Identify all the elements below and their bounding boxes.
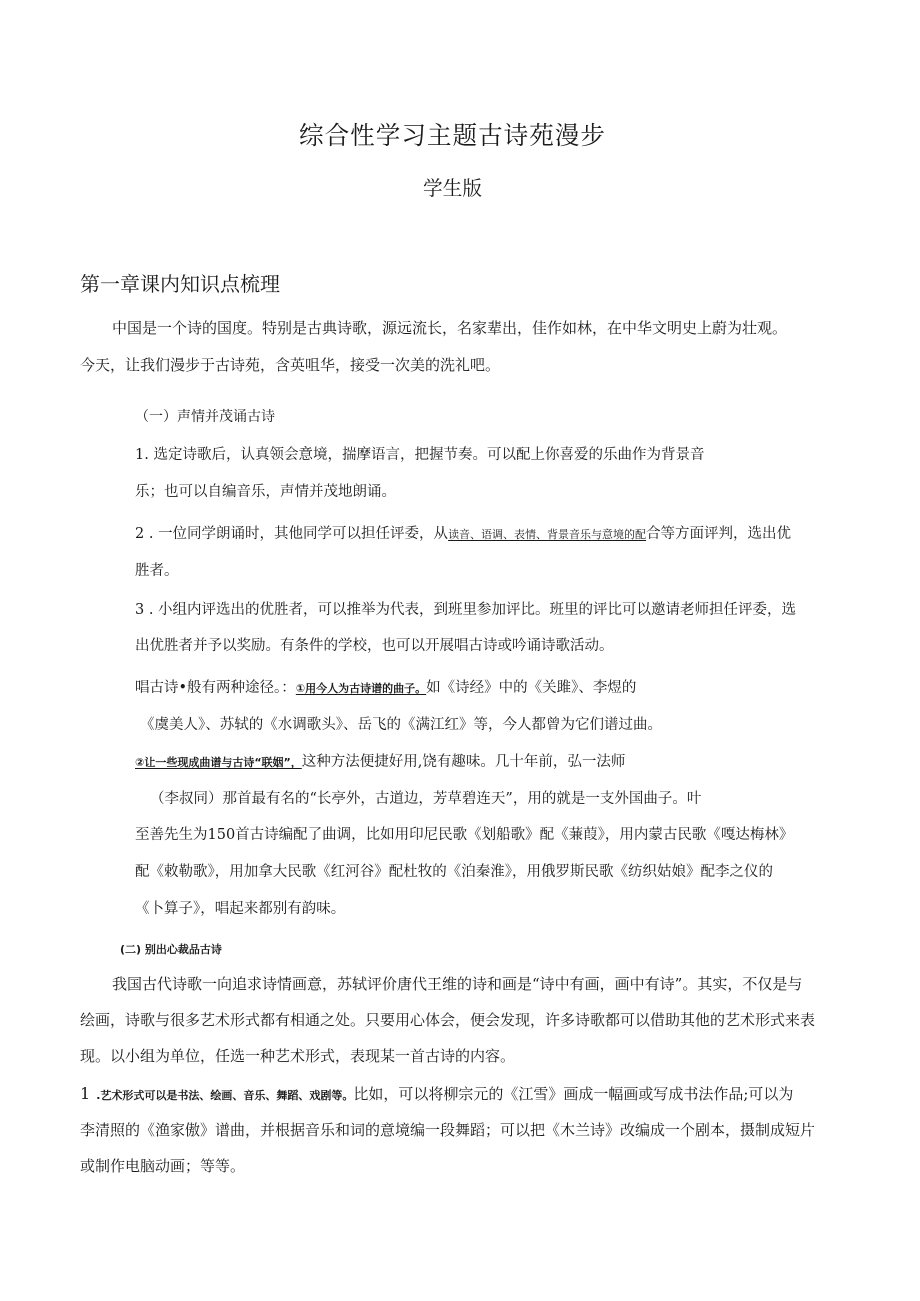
section2-item1-line1: [80, 1083, 793, 1104]
sing-method-1-detail: 如《诗经》中的《关雎》、李煜的: [426, 680, 637, 696]
sing-line-4: （李叔同）那首最有名的“长亭外，古道边，芳草碧连天”，用的就是一支外国曲子。叶: [150, 791, 702, 807]
section1-item1-line2: 乐；也可以自编音乐，声情并茂地朗诵。: [135, 484, 396, 500]
section1-item2-line2: 胜者。: [135, 563, 179, 579]
sing-line-6: 配《敕勒歌》，用加拿大民歌《红河谷》配杜牧的《泊秦淮》，用俄罗斯民歌《纺织姑娘》配李之仪的: [135, 864, 773, 880]
sing-line-7: 《卜算子》，唱起来都别有韵味。: [135, 901, 346, 917]
sing-line-3: [135, 750, 625, 771]
section1-item1-line1: 1. 选定诗歌后，认真领会意境，揣摩语言，把握节奏。可以配上你喜爱的乐曲作为背景音: [135, 447, 705, 463]
section2-para-line-1: 我国古代诗歌一向追求诗情画意，苏轼评价唐代王维的诗和画是“诗中有画，画中有诗”。其实，不仅是与: [112, 975, 803, 993]
section2-item1-examples: 比如，可以将柳宗元的《江雪》画成一幅画或写成书法作品;可以为: [353, 1085, 794, 1103]
sing-method-2-detail: 这种方法便捷好用,饶有趣味。几十年前，弘一法师: [301, 754, 626, 770]
section1-item3-line1: 3 . 小组内评选出的优胜者，可以推举为代表，到班里参加评比。班里的评比可以邀请老师担任评委，选: [135, 602, 797, 618]
sing-method-2: ②让一些现成曲谱与古诗“联姻”，: [135, 756, 302, 769]
section2-item1-line3: 或制作电脑动画；等等。: [80, 1157, 246, 1175]
sing-line-1: [135, 676, 636, 697]
section2-heading: (二) 别出心裁品古诗: [120, 943, 222, 956]
section1-item2-text-post: 合等方面评判，选出优: [646, 526, 792, 542]
section1-item2-line1: [135, 522, 791, 543]
chapter-heading: 第一章课内知识点梳理: [80, 272, 280, 296]
sing-intro: 唱古诗•般有两种途径。：: [135, 680, 296, 696]
sing-line-5: 至善先生为150首古诗编配了曲调，比如用印尼民歌《划船歌》配《蒹葭》，用内蒙古民歌《嘎达梅林》: [135, 827, 794, 843]
section1-item3-line2: 出优胜者并予以奖励。有条件的学校，也可以开展唱古诗或吟诵诗歌活动。: [135, 638, 614, 654]
document-subtitle: 学生版: [422, 176, 483, 200]
section1-item2-text-pre: 一位同学朗诵时，其他同学可以担任评委，从: [158, 526, 449, 542]
section1-item2-underlined-criteria: 读音、语调、表情、背景音乐与意境的配: [448, 528, 647, 541]
sing-method-1: ①用今人为古诗谱的曲子。: [295, 682, 427, 695]
section1-item2-number: 2 .: [135, 526, 159, 542]
section2-item1-line2: 李清照的《渔家傲》谱曲，并根据音乐和词的意境编一段舞蹈；可以把《木兰诗》改编成一个剧本，摄制成短片: [80, 1121, 816, 1139]
section2-item1-art-forms: .艺术形式可以是书法、绘画、音乐、舞蹈、戏剧等。: [96, 1089, 354, 1102]
intro-line-1: 中国是一个诗的国度。特别是古典诗歌，源远流长，名家辈出，佳作如林，在中华文明史上蔚为壮观。: [112, 319, 788, 337]
section2-para-line-3: 现。以小组为单位，任选一种艺术形式，表现某一首古诗的内容。: [80, 1047, 516, 1065]
sing-line-2: 《虞美人》、苏轼的《水调歌头》、岳飞的《满江红》等，今人都曾为它们谱过曲。: [140, 717, 662, 733]
intro-line-2: 今天，让我们漫步于古诗苑，含英咀华，接受一次美的洗礼吧。: [80, 356, 501, 374]
section2-para-line-2: 绘画，诗歌与很多艺术形式都有相通之处。只要用心体会，便会发现，许多诗歌都可以借助其他的艺术形式来表: [80, 1011, 816, 1029]
section2-item1-number: 1: [80, 1084, 91, 1103]
document-title: 综合性学习主题古诗苑漫步: [299, 121, 606, 150]
section1-heading: （一）声情并茂诵古诗: [135, 409, 275, 425]
